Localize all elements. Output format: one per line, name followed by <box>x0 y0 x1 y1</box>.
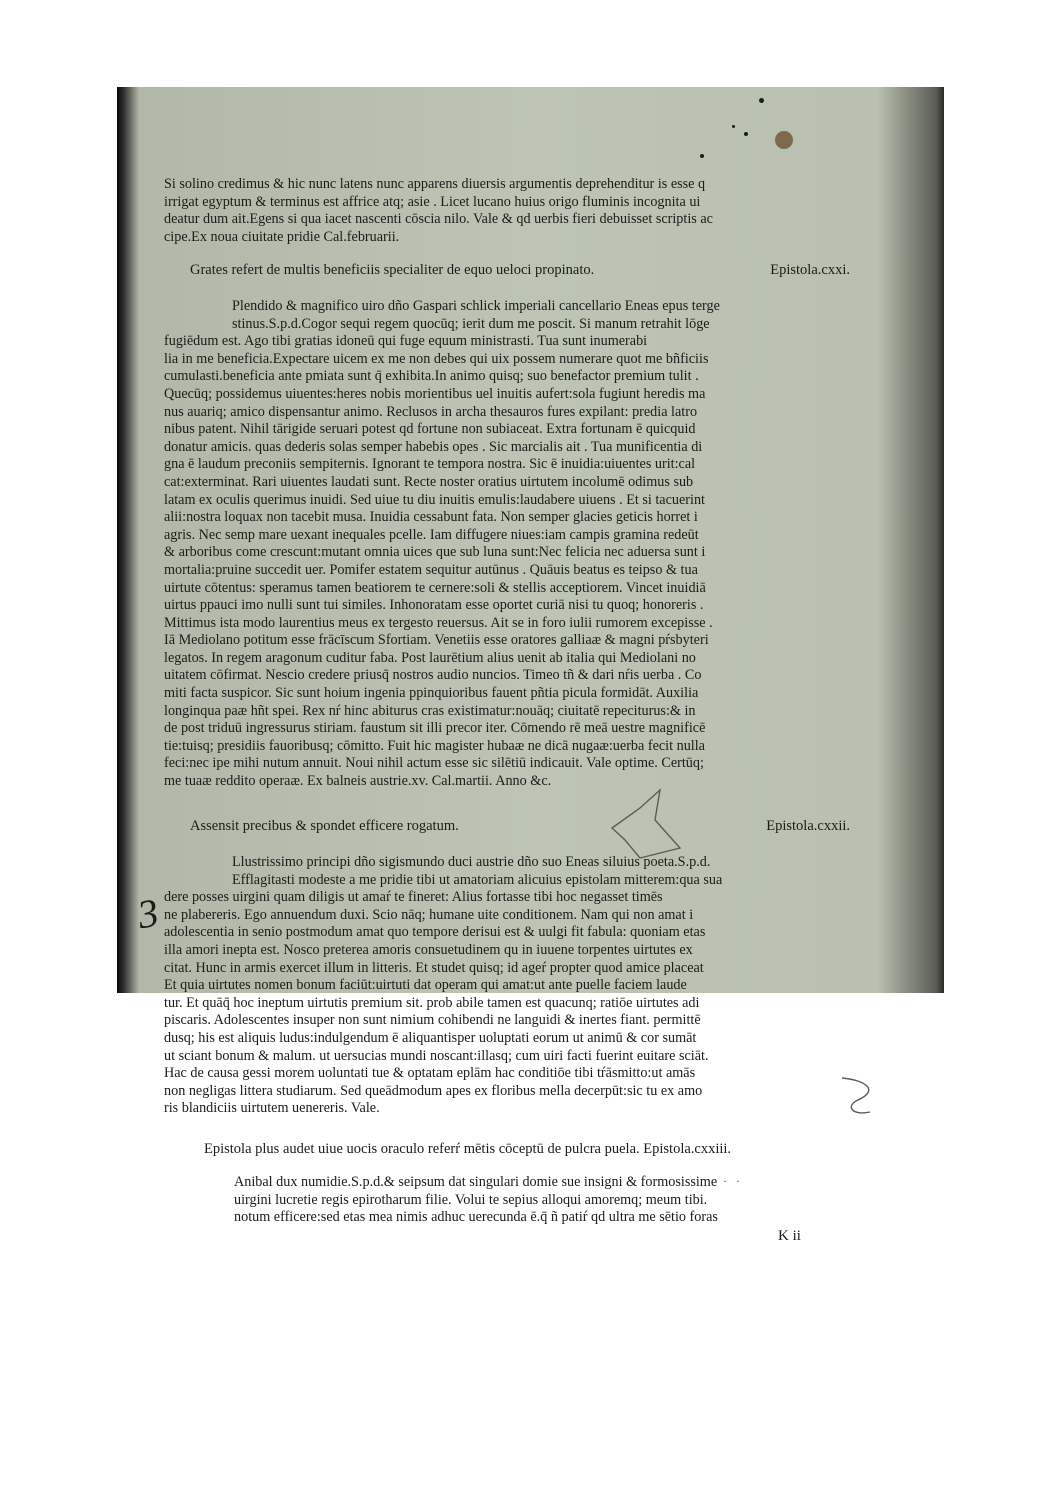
letter-3-text <box>164 854 854 1118</box>
heading-2-text: Assensit precibus & spondet efficere rogatum. <box>190 818 459 834</box>
text-line: uirtute cōtentus: speramus tamen beatiorem te cernere:soli & stellis acceptiorem. Vincet inuidiā <box>164 579 706 596</box>
text-line: me tuaæ reddito operaæ. Ex balneis austrie.xv. Cal.martii. Anno &c. <box>164 773 552 790</box>
text-line: notum efficere:sed etas mea nimis adhuc uerecunda ē.q̄ ñ patiŕ qd ultra me sētio foras <box>234 1209 718 1226</box>
text-line: Quecūq; possidemus uiuentes:heres nobis morientibus uel inuitis aufert:sola fugiunt heredis ma <box>164 385 706 402</box>
signature-mark: K ii <box>778 1228 801 1244</box>
text-line: tie:tuisq; presidiis fauoribusq; cōmitto. Fuit hic magister hubaæ ne dicā nugaæ:uerba fecit nulla <box>164 737 705 754</box>
text-line: uitatem cōfirmat. Nescio credere priusq̄ nostros audio nuncios. Timeo tñ & dari nŕis uerba . Co <box>164 667 702 684</box>
heading-1-text: Grates refert de multis beneficiis specialiter de equo ueloci propinato. <box>190 262 595 278</box>
heading-1-label: Epistola.cxxi. <box>770 262 850 278</box>
text-line: adolescentia in senio postmodum amat quo tempore derisui est & uulgi fit fabula: quoniam etas <box>164 924 706 941</box>
ink-speck <box>775 131 793 149</box>
text-line: & arboribus come crescunt:mutant omnia uices que sub luna sunt:Nec felicia nec aduersa sunt i <box>164 544 706 561</box>
heading-3-text: Epistola plus audet uiue uocis oraculo referŕ mētis cōceptū de pulcra puela. Epistola.cxxiii. <box>204 1141 732 1157</box>
text-line: nibus patent. Nihil tārigide seruari potest qd fortune non subiaceat. Extra fortunam ē quicquid <box>164 421 696 438</box>
text-line: Iā Mediolano potitum esse frācīscum Sfortiam. Venetiis esse oratores galliaæ & magni pŕsbyteri <box>164 632 709 649</box>
text-line: citat. Hunc in armis exercet illum in litteris. Et studet quisq; id ageŕ propter quod amice placeat <box>164 959 704 976</box>
text-line: cat:exterminat. Rari uiuentes laudati sunt. Recte noster oratius uirtutem incolumē odimus sub <box>164 473 694 490</box>
text-line: Et quia uirtutes nomen bonum faciūt:uirtuti dat operam qui amat:ut ante puelle faciem laude <box>164 977 687 994</box>
letter-1-text <box>164 176 854 246</box>
text-line: dusq; his est aliquis ludus:indulgendum ē aliquantisper uoluptati eorum ut animū & cor sumāt <box>164 1029 697 1046</box>
text-line: Mittimus ista modo laurentius meus ex tergesto reuersus. Ait se in foro iulii rumorem excepisse . <box>164 614 713 631</box>
text-line: dere posses uirgini quam diligis ut amaŕ te fineret: Alius fortasse tibi hoc negasset timēs <box>164 889 663 906</box>
text-line: ris blandiciis uirtutem uenereris. Vale. <box>164 1100 380 1117</box>
text-line: ut sciant bonum & malum. ut uersucias mundi noscant:illasq; cum uiri facti fuerint euitare sciāt. <box>164 1047 709 1064</box>
text-line: Llustrissimo principi dño sigismundo duci austrie dño suo Eneas siluius poeta.S.p.d. <box>232 854 711 870</box>
text-line: tur. Et quāq̄ hoc ineptum uirtutis premium sit. prob abile tamen est quacunq; ratiōe uirtutes adi <box>164 994 700 1011</box>
text-line: latam ex oculis querimus inuidi. Sed uiue tu diu inuitis emulis:laudabere uiuens . Et si tacuerint <box>164 491 705 508</box>
ink-speck <box>759 98 764 103</box>
text-line: Anibal dux numidie.S.p.d.& seipsum dat singulari domie sue insigni & formosissime <box>234 1174 718 1190</box>
text-line: Hac de causa gessi morem uoluntati tue & optatam eplām hac conditiōe tibi tŕāsmitto:ut amās <box>164 1065 696 1082</box>
text-line: uirtus ppauci imo nulli sunt tui similes. Inhonoratam esse oportet curiā nisi tu quoq; honoreris . <box>164 597 704 614</box>
text-line: de post triduū ingressurus stiriam. faustum sit illi precor iter. Cōmendo rē meā uestre magnificē <box>164 720 706 737</box>
text-line: alii:nostra loquax non tacebit musa. Inuidia cessabunt fata. Non semper glacies geticis horret i <box>164 509 698 526</box>
heading-3 <box>204 1141 844 1161</box>
ink-speck <box>744 132 748 136</box>
text-line: uirgini lucretie regis epirotharum filie. Volui te sepius alloqui amoremq; meum tibi. <box>234 1191 708 1208</box>
text-line: ne plabereris. Ego annuendum duxi. Scio nāq; humane uite conditionem. Nam qui non amat i <box>164 906 694 923</box>
text-line: lia in me beneficia.Expectare uicem ex me non debes qui uix possem numerare quot me bñficiis <box>164 350 709 367</box>
text-line: piscaris. Adolescentes insuper non sunt nimium cohibendi ne languidi & inertes fiant. permittē <box>164 1012 701 1029</box>
text-line: irrigat egyptum & terminus est affrice atq; asie . Licet lucano huius origo fluminis incognita ui <box>164 193 701 210</box>
text-line: Plendido & magnifico uiro dño Gaspari schlick imperiali cancellario Eneas epus terge <box>232 298 720 314</box>
ink-speck <box>732 125 735 128</box>
heading-1 <box>190 262 850 282</box>
text-line: stinus.S.p.d.Cogor sequi regem quocūq; ierit dum me poscit. Si manum retrahit lōge <box>232 315 710 332</box>
margin-handwritten-mark: 3 <box>134 889 162 938</box>
text-line: cumulasti.beneficia ante pmiata sunt q̄ exhibita.In animo quisq; suo benefactor premium tulit . <box>164 368 699 385</box>
text-line: fugiēdum est. Ago tibi gratias idoneū qui fuge equum ministrasti. Tua sunt inumerabi <box>164 333 648 350</box>
text-line: donatur amicis. quas dederis solas semper habebis opes . Sic marcialis ait . Tua munificentia di <box>164 438 703 455</box>
text-line: legatos. In regem aragonum cuditur faba. Post laurētium alius uenit ab italia qui Mediolani no <box>164 649 696 666</box>
text-line: non negligas littera studiarum. Sed queādmodum apes ex floribus mella decerpūt:sic tu ex amo <box>164 1082 703 1099</box>
text-line: nus auariq; amico dispensantur animo. Reclusos in archa thesauros fures expilant: predia latro <box>164 403 698 420</box>
text-line: deatur dum ait.Egens si qua iacet nascenti cōscia nilo. Vale & qd uerbis fieri debuisset scriptis ac <box>164 211 713 228</box>
heading-2 <box>190 818 850 838</box>
text-line: miti facta suspicor. Sic sunt hoium ingenia ppinquioribus fauent pñtia picula formidāt. Auxilia <box>164 685 699 702</box>
letter-4-text <box>234 1174 850 1227</box>
letter-2-text <box>164 298 854 791</box>
decorative-dots: · · <box>723 1174 743 1188</box>
text-line: agris. Nec semp mare uexant inequales pcelle. Iam diffugere niues:iam campis gramina redeūt <box>164 526 699 543</box>
ink-speck <box>700 154 704 158</box>
text-line: illa amori inepta est. Nosco preterea amoris consuetudinem qu in iuuene torpentes uirtutes ex <box>164 941 693 958</box>
text-line: Efflagitasti modeste a me pridie tibi ut amatoriam alicuius epistolam mitterem:qua sua <box>232 871 723 888</box>
text-line: longinqua paæ hñt spei. Rex nŕ hinc abiturus cras existimatur:nouāq; ciuitatē repeciturus:& in <box>164 702 696 719</box>
text-line: Si solino credimus & hic nunc latens nunc apparens diuersis argumentis deprehenditur is esse q <box>164 176 706 192</box>
text-line: feci:nec ipe mihi nutum annuit. Noui nihil actum esse sic silētiū indicauit. Vale optime. Certūq; <box>164 755 704 772</box>
text-line: cipe.Ex noua ciuitate pridie Cal.februarii. <box>164 228 400 245</box>
text-line: mortalia:pruine succedit uer. Pomifer estatem sequitur autūnus . Quāuis beatus es teipso & tua <box>164 561 698 578</box>
text-line: gna ē laudum preconiis sempiternis. Ignorant te tempora nostra. Sic ē inuidia:uiuentes urit:cal <box>164 456 696 473</box>
heading-2-label: Epistola.cxxii. <box>766 818 850 834</box>
